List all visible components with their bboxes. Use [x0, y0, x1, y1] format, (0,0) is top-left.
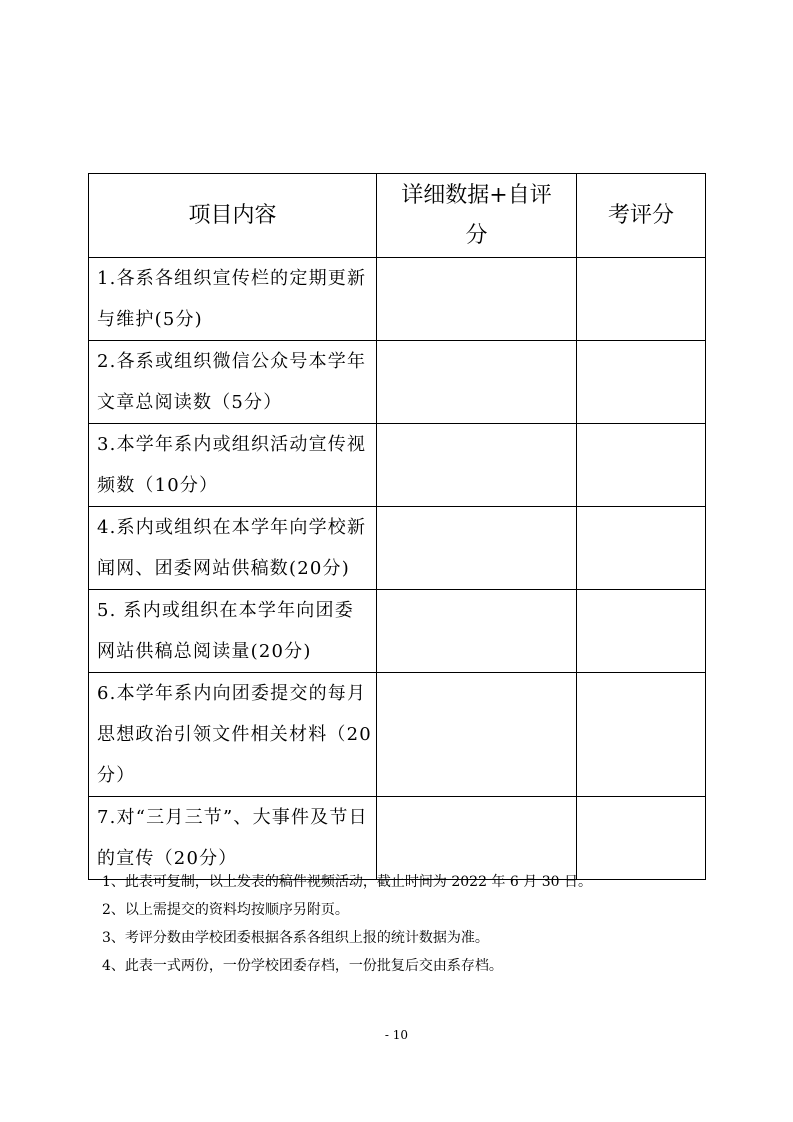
item-cell: 4.系内或组织在本学年向学校新闻网、团委网站供稿数(20分) — [89, 507, 377, 590]
data-score-cell[interactable] — [377, 673, 577, 797]
table-row — [89, 341, 706, 424]
table-header-row — [89, 174, 706, 258]
table-row — [89, 424, 706, 507]
header-evaluation-score: 考评分 — [577, 174, 706, 258]
evaluation-score-cell[interactable] — [577, 590, 706, 673]
evaluation-score-cell[interactable] — [577, 673, 706, 797]
evaluation-score-cell[interactable] — [577, 507, 706, 590]
item-cell: 6.本学年系内向团委提交的每月思想政治引领文件相关材料（20分） — [89, 673, 377, 797]
data-score-cell[interactable] — [377, 590, 577, 673]
table-row — [89, 590, 706, 673]
note-line: 4、此表一式两份，一份学校团委存档，一份批复后交由系存档。 — [102, 958, 503, 974]
item-cell: 1.各系各组织宣传栏的定期更新与维护(5分) — [89, 258, 377, 341]
evaluation-table — [88, 173, 706, 880]
note-line: 1、此表可复制，以上发表的稿件视频活动，截止时间为 2022 年 6 月 30 日。 — [102, 874, 592, 890]
note-line: 2、以上需提交的资料均按顺序另附页。 — [102, 902, 349, 918]
item-cell: 2.各系或组织微信公众号本学年文章总阅读数（5分） — [89, 341, 377, 424]
page-number: - 10 — [384, 1028, 409, 1042]
item-cell: 3.本学年系内或组织活动宣传视频数（10分） — [89, 424, 377, 507]
table-row — [89, 507, 706, 590]
item-cell: 5. 系内或组织在本学年向团委网站供稿总阅读量(20分) — [89, 590, 377, 673]
data-score-cell[interactable] — [377, 507, 577, 590]
evaluation-score-cell[interactable] — [577, 424, 706, 507]
evaluation-score-cell[interactable] — [577, 258, 706, 341]
data-score-cell[interactable] — [377, 258, 577, 341]
table-row — [89, 258, 706, 341]
table-row — [89, 673, 706, 797]
notes-section — [102, 868, 722, 980]
data-score-cell[interactable] — [377, 424, 577, 507]
note-line: 3、考评分数由学校团委根据各系各组织上报的统计数据为准。 — [102, 930, 489, 946]
item-cell: 7.对“三月三节”、大事件及节日的宣传（20分） — [89, 797, 377, 880]
header-detail-data: 详细数据+自评分 — [377, 174, 577, 258]
header-item-content: 项目内容 — [89, 174, 377, 258]
data-score-cell[interactable] — [377, 341, 577, 424]
evaluation-score-cell[interactable] — [577, 341, 706, 424]
